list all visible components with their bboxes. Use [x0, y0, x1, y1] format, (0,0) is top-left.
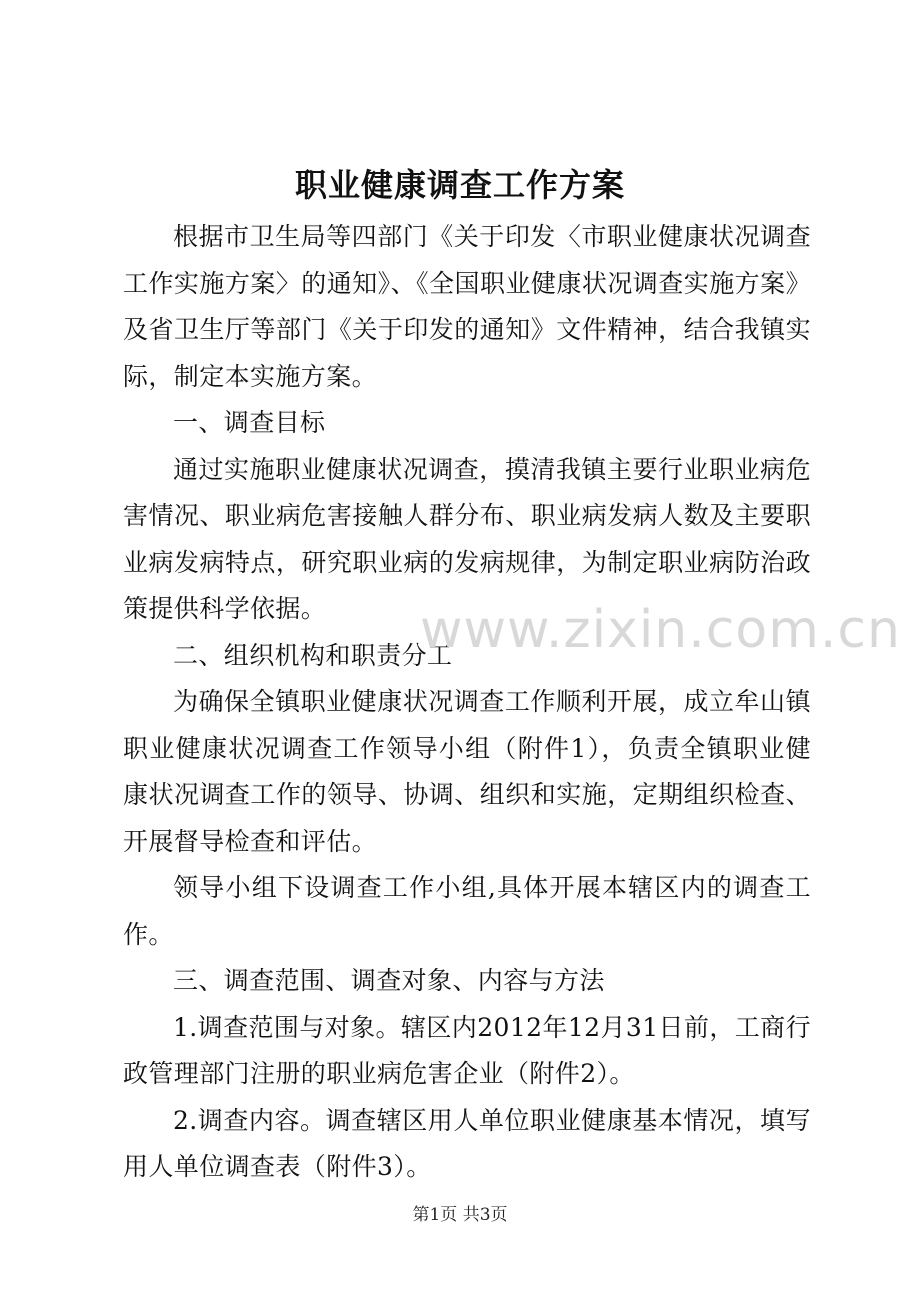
document-title: 职业健康调查工作方案	[294, 166, 625, 204]
paragraph-working-group: 领导小组下设调查工作小组,具体开展本辖区内的调查工作。	[123, 873, 811, 949]
heading-section-2: 二、组织机构和职责分工	[173, 640, 453, 670]
page-number: 第1页 共3页	[412, 1205, 508, 1225]
watermark: www.zixin.com.cn	[420, 600, 901, 660]
paragraph-intro: 根据市卫生局等四部门《关于印发〈市职业健康状况调查工作实施方案〉的通知》、《全国职业健康状况调查实施方案》及省卫生厅等部门《关于印发的通知》文件精神，结合我镇实际，制定本实施方案。	[123, 222, 811, 391]
paragraph-scope: 1.调查范围与对象。辖区内2012年12月31日前，工商行政管理部门注册的职业病危害企业（附件2）。	[123, 1012, 811, 1088]
paragraph-content: 2.调查内容。调查辖区用人单位职业健康基本情况，填写用人单位调查表（附件3）。	[123, 1105, 811, 1181]
heading-section-1: 一、调查目标	[173, 408, 326, 437]
document-body	[123, 214, 811, 1191]
paragraph-organization: 为确保全镇职业健康状况调查工作顺利开展，成立牟山镇职业健康状况调查工作领导小组（附件1），负责全镇职业健康状况调查工作的领导、协调、组织和实施，定期组织检查、开展督导检查和评估。	[123, 687, 811, 856]
heading-section-3: 三、调查范围、调查对象、内容与方法	[173, 966, 605, 995]
paragraph-goals: 通过实施职业健康状况调查，摸清我镇主要行业职业病危害情况、职业病危害接触人群分布、职业病发病人数及主要职业病发病特点，研究职业病的发病规律，为制定职业病防治政策提供科学依据。	[123, 454, 811, 623]
